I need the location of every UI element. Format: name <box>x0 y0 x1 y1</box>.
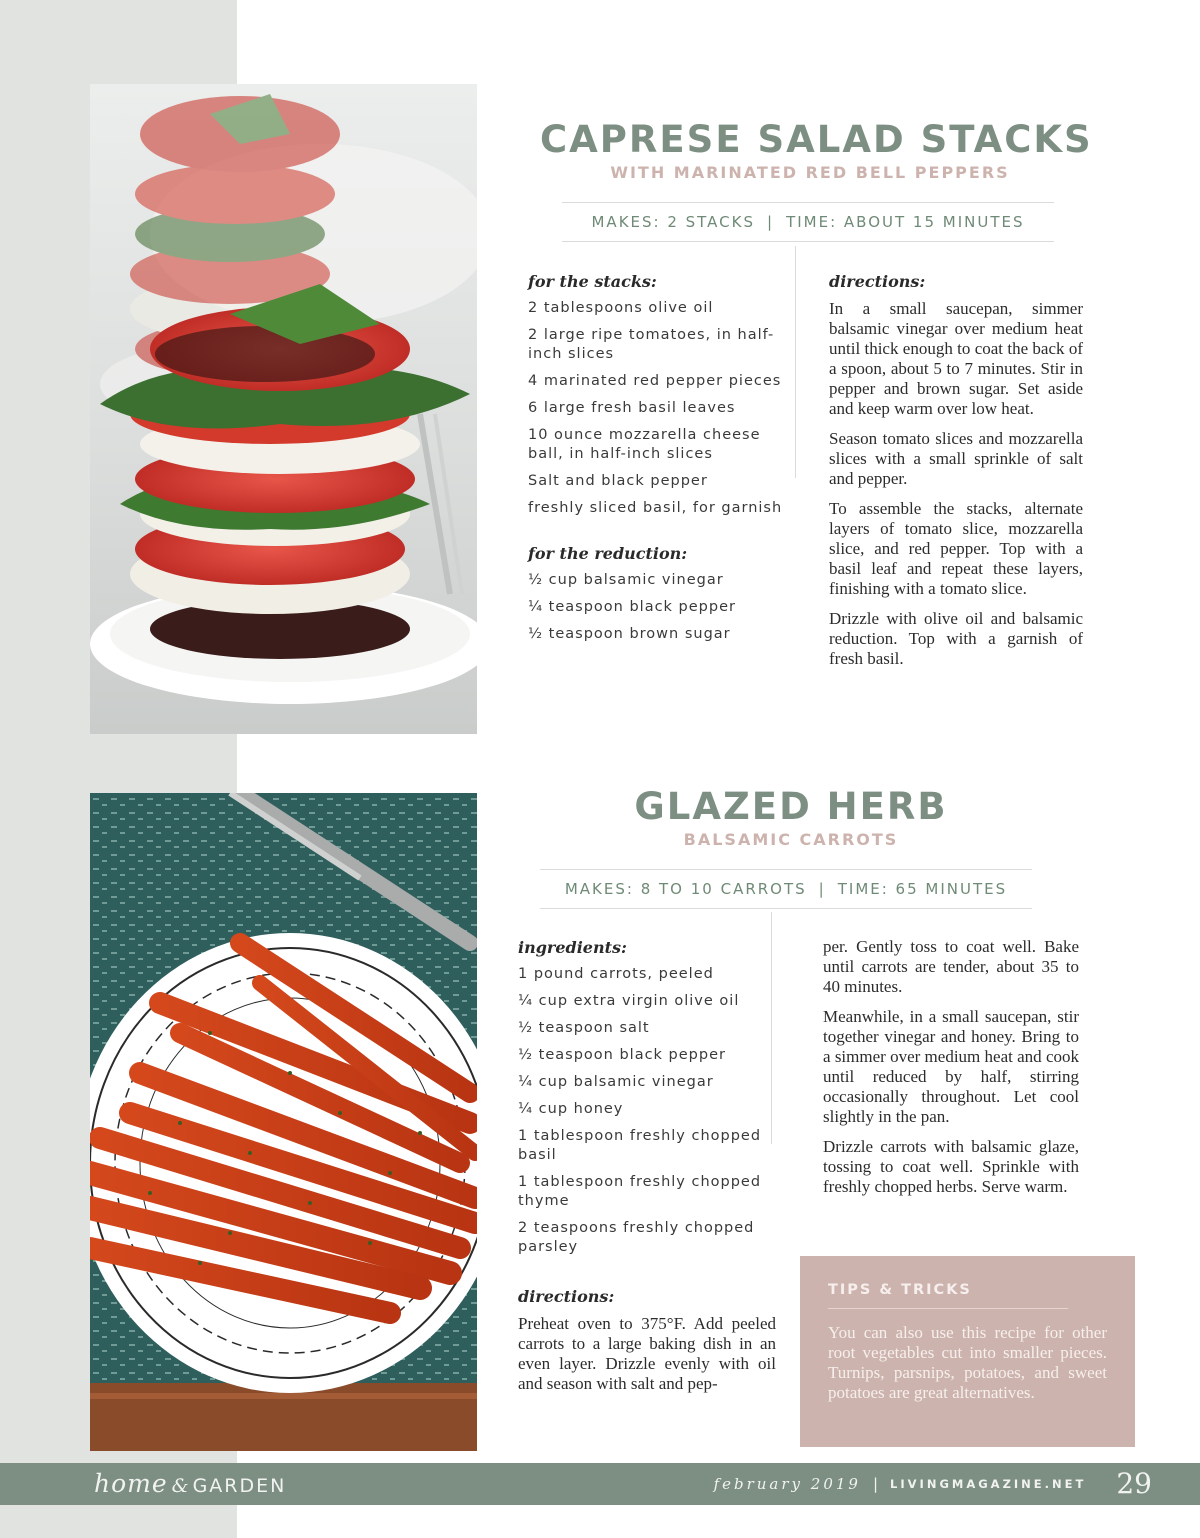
directions-heading: directions: <box>518 1287 615 1306</box>
list-item: ¼ teaspoon black pepper <box>528 599 736 615</box>
ingredients-column <box>518 938 776 1404</box>
page-footer <box>0 1463 1200 1505</box>
list-item: ¼ cup extra virgin olive oil <box>518 993 740 1009</box>
reduction-heading: for the reduction: <box>528 544 688 563</box>
direction-paragraph: per. Gently toss to coat well. Bake until carrots are tender, about 35 to 40 minutes. <box>823 937 1079 996</box>
ingredients-column <box>528 272 790 652</box>
directions-heading: directions: <box>829 272 926 291</box>
directions-column <box>829 272 1083 679</box>
list-item: ¼ cup balsamic vinegar <box>518 1074 714 1090</box>
time-text: TIME: ABOUT 15 MINUTES <box>786 213 1025 231</box>
recipe-title: GLAZED HERB <box>634 785 948 828</box>
list-item: 6 large fresh basil leaves <box>528 400 736 416</box>
direction-paragraph: Drizzle with olive oil and balsamic reduction. Top with a garnish of fresh basil. <box>829 609 1083 668</box>
list-item: 1 pound carrots, peeled <box>518 966 714 982</box>
time-text: TIME: 65 MINUTES <box>837 880 1008 898</box>
caprese-photo <box>90 84 477 734</box>
list-item: Salt and black pepper <box>528 473 708 489</box>
section-garden: GARDEN <box>192 1475 287 1497</box>
ingredients-list <box>518 965 776 1257</box>
column-divider <box>771 912 772 1144</box>
recipe-title: CAPRESE SALAD STACKS <box>540 118 1093 161</box>
direction-paragraph: In a small saucepan, simmer balsamic vinegar over medium heat until thick enough to coat the back of a spoon, about 5 to 7 minutes. Stir in pepper and brown sugar. Set aside and keep warm over low heat. <box>829 299 1083 418</box>
list-item: ½ cup balsamic vinegar <box>528 572 724 588</box>
list-item: 2 tablespoons olive oil <box>528 300 714 316</box>
page-number: 29 <box>1116 1467 1152 1500</box>
list-item: 1 tablespoon freshly chopped thyme <box>518 1174 762 1209</box>
list-item: 10 ounce mozzarella cheese ball, in half-inch slices <box>528 427 761 462</box>
tips-box <box>800 1256 1135 1447</box>
makes-text: MAKES: 2 STACKS <box>591 213 756 231</box>
list-item: freshly sliced basil, for garnish <box>528 500 783 516</box>
reduction-list <box>528 571 790 644</box>
footer-right <box>714 1467 1152 1500</box>
list-item: 2 large ripe tomatoes, in half-inch slices <box>528 327 775 362</box>
direction-paragraph: To assemble the stacks, alternate layers of tomato slice, mozzarella slice, and red pepper. Top with a basil leaf and repeat these layers, finishing with a tomato slice. <box>829 499 1083 598</box>
recipe-subtitle: BALSAMIC CARROTS <box>683 830 899 849</box>
list-item: ½ teaspoon salt <box>518 1020 650 1036</box>
direction-paragraph: Drizzle carrots with balsamic glaze, tossing to coat well. Sprinkle with freshly chopped herbs. Serve warm. <box>823 1137 1079 1196</box>
direction-paragraph: Preheat oven to 375°F. Add peeled carrots to a large baking dish in an even layer. Drizzle evenly with oil and season with salt and pep- <box>518 1314 776 1393</box>
meta-separator: | <box>818 880 826 898</box>
footer-separator: | <box>872 1474 879 1493</box>
column-divider <box>795 246 796 478</box>
recipe-meta <box>562 202 1054 242</box>
list-item: ½ teaspoon black pepper <box>518 1047 726 1063</box>
list-item: ½ teaspoon brown sugar <box>528 626 731 642</box>
issue-date: february 2019 <box>713 1474 861 1493</box>
direction-paragraph: Season tomato slices and mozzarella slices with a small sprinkle of salt and pepper. <box>829 429 1083 488</box>
ingredients-heading: ingredients: <box>518 938 627 957</box>
stacks-heading: for the stacks: <box>528 272 657 291</box>
list-item: ¼ cup honey <box>518 1101 624 1117</box>
carrots-photo <box>90 793 477 1451</box>
meta-separator: | <box>767 213 775 231</box>
section-home: home <box>94 1469 168 1498</box>
direction-paragraph: Meanwhile, in a small saucepan, stir together vinegar and honey. Bring to a simmer over medium heat and cook until reduced by half, stirring occasionally throughout. Let cool slightly in the pan. <box>823 1007 1079 1126</box>
directions-column <box>823 937 1079 1207</box>
recipe-meta <box>540 869 1032 909</box>
website-link[interactable]: LIVINGMAGAZINE.NET <box>890 1476 1087 1491</box>
list-item: 1 tablespoon freshly chopped basil <box>518 1128 762 1163</box>
list-item: 4 marinated red pepper pieces <box>528 373 782 389</box>
tips-title: TIPS & TRICKS <box>828 1282 1068 1309</box>
directions-block <box>518 1287 776 1394</box>
stacks-list <box>528 299 790 518</box>
makes-text: MAKES: 8 TO 10 CARROTS <box>564 880 807 898</box>
section-ampersand: & <box>171 1475 189 1497</box>
section-name <box>94 1469 286 1498</box>
tips-body: You can also use this recipe for other root vegetables cut into smaller pieces. Turnips, parsnips, potatoes, and sweet potatoes are great alternatives. <box>828 1323 1107 1402</box>
list-item: 2 teaspoons freshly chopped parsley <box>518 1220 755 1255</box>
recipe-subtitle: WITH MARINATED RED BELL PEPPERS <box>610 163 1010 182</box>
